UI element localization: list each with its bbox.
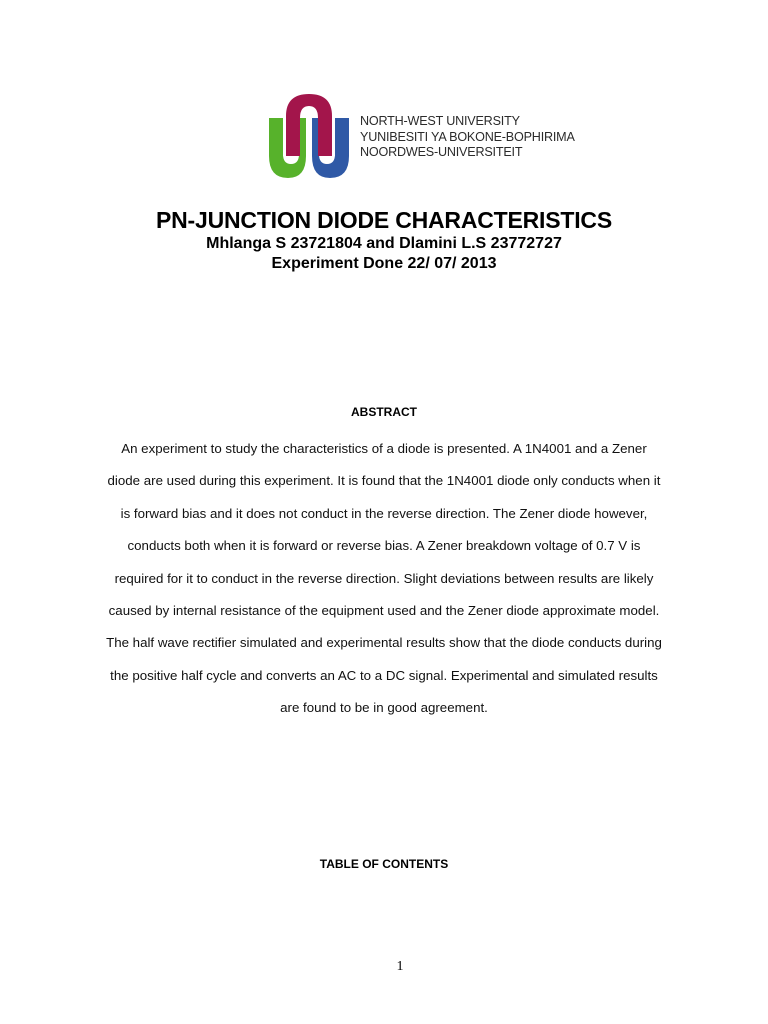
nwu-logo-mark-icon	[266, 92, 352, 180]
abstract-line: diode are used during this experiment. It is found that the 1N4001 diode only conducts when it	[107, 473, 661, 489]
document-title: PN-JUNCTION DIODE CHARACTERISTICS	[156, 207, 612, 233]
abstract-body	[80, 433, 688, 725]
abstract-line: conducts both when it is forward or reverse bias. A Zener breakdown voltage of 0.7 V is	[127, 538, 641, 554]
abstract-heading: ABSTRACT	[351, 405, 417, 419]
abstract-line: caused by internal resistance of the equipment used and the Zener diode approximate model.	[108, 603, 660, 619]
authors: Mhlanga S 23721804 and Dlamini L.S 23772727	[206, 235, 562, 252]
abstract-line: required for it to conduct in the reverse direction. Slight deviations between results are likely	[114, 570, 654, 586]
logo-crimson-arch	[286, 94, 332, 156]
abstract-line: is forward bias and it does not conduct in the reverse direction. The Zener diode however,	[120, 505, 648, 521]
abstract-line: the positive half cycle and converts an AC to a DC signal. Experimental and simulated results	[110, 667, 658, 683]
logo-line-setswana: YUNIBESITI YA BOKONE-BOPHIRIMA	[360, 129, 575, 144]
page-number: 1	[396, 959, 404, 974]
title-block	[0, 206, 768, 274]
logo-wordmark	[360, 114, 575, 161]
abstract-line: An experiment to study the characteristics of a diode is presented. A 1N4001 and a Zener	[121, 441, 647, 456]
university-logo	[266, 92, 575, 182]
logo-line-afrikaans: NOORDWES-UNIVERSITEIT	[360, 145, 523, 159]
table-of-contents-heading: TABLE OF CONTENTS	[319, 857, 449, 871]
logo-line-english: NORTH-WEST UNIVERSITY	[360, 114, 520, 128]
abstract-line: are found to be in good agreement.	[280, 700, 488, 716]
abstract-line: The half wave rectifier simulated and experimental results show that the diode conducts during	[106, 635, 662, 651]
experiment-date: Experiment Done 22/ 07/ 2013	[271, 255, 497, 272]
